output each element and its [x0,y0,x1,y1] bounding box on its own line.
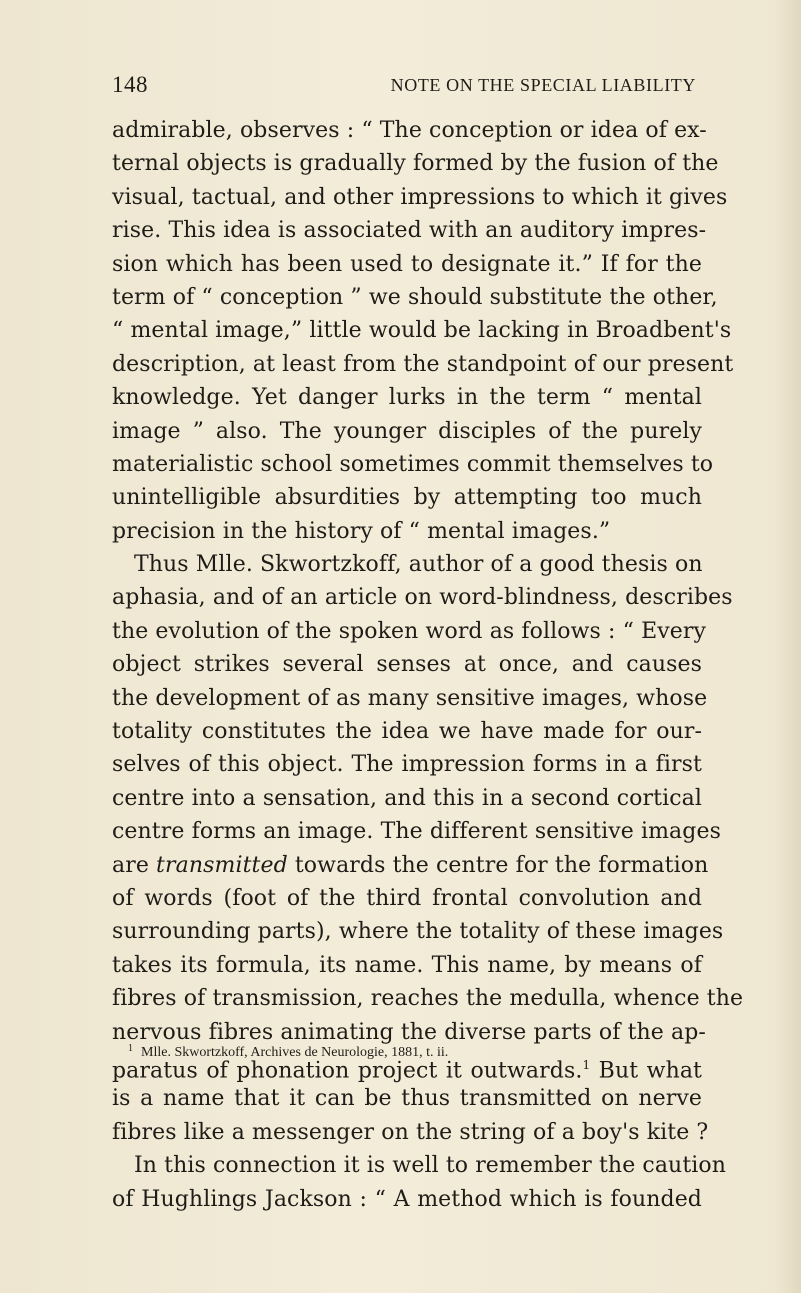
page-header [112,68,696,102]
text-line: unintelligible absurdities by attempting too much [112,485,702,511]
text-line: surrounding parts), where the totality of these images [112,919,724,945]
text-line: image ” also. The younger disciples of the purely [112,418,702,444]
paragraph-start-line: Thus Mlle. Skwortzkoff, author of a good thesis on [134,552,703,578]
text-line: nervous fibres animating the diverse parts of the ap- [112,1019,706,1045]
text-line: sion which has been used to designate it.” If for the [112,251,702,277]
text-line: materialistic school sometimes commit themselves to [112,451,714,477]
text-line-with-italic [112,849,709,882]
page-edge-shadow [775,0,801,1293]
footnote-mark: 1 [128,1043,133,1054]
text-line: admirable, observes : “ The conception or idea of ex- [112,118,707,143]
line-prefix: are [112,852,157,878]
text-line: the development of as many sensitive images, whose [112,685,708,711]
text-line: object strikes several senses at once, and causes [112,652,702,678]
text-line: ternal objects is gradually formed by the fusion of the [112,151,719,177]
footnote-text: Mlle. Skwortzkoff, Archives de Neurologie, 1881, t. ii. [141,1045,449,1060]
text-line: aphasia, and of an article on word-blindness, describes [112,585,733,611]
text-line: fibres like a messenger on the string of a boy's kite ? [112,1119,709,1145]
text-line: “ mental image,” little would be lacking in Broadbent's [112,318,732,344]
running-head: NOTE ON THE SPECIAL LIABILITY [390,75,696,95]
text-line: fibres of transmission, reaches the medulla, whence the [112,986,744,1012]
italic-emphasis: transmitted [156,852,288,878]
text-line: precision in the history of “ mental images.” [112,518,611,544]
text-line: centre into a sensation, and this in a second cortical [112,785,702,811]
footnote [128,1039,688,1063]
text-line: is a name that it can be thus transmitted on nerve [112,1086,702,1112]
text-line: term of “ conception ” we should substitute the other, [112,284,718,310]
footnote-reference[interactable]: 1 [582,1057,591,1072]
text-line: selves of this object. The impression forms in a first [112,752,702,778]
line-start: paratus of phonation project it outwards. [112,1058,583,1084]
page-number: 148 [112,72,148,97]
text-line: totality constitutes the idea we have made for our- [112,719,702,745]
text-line: description, at least from the standpoint of our present [112,351,734,377]
text-line: the evolution of the spoken word as follows : “ Every [112,618,707,644]
text-line: rise. This idea is associated with an auditory impres- [112,218,707,244]
text-line: knowledge. Yet danger lurks in the term “ mental [112,385,702,411]
line-end: But what [590,1058,702,1084]
text-line: of words (foot of the third frontal convolution and [112,885,702,911]
text-line: takes its formula, its name. This name, by means of [112,952,702,978]
line-suffix: towards the centre for the formation [287,852,709,878]
text-line: of Hughlings Jackson : “ A method which is founded [112,1186,702,1212]
paragraph-start-line: In this connection it is well to remember the caution [134,1153,727,1179]
text-line: visual, tactual, and other impressions to which it gives [112,184,728,210]
text-line: centre forms an image. The different sensitive images [112,819,721,845]
